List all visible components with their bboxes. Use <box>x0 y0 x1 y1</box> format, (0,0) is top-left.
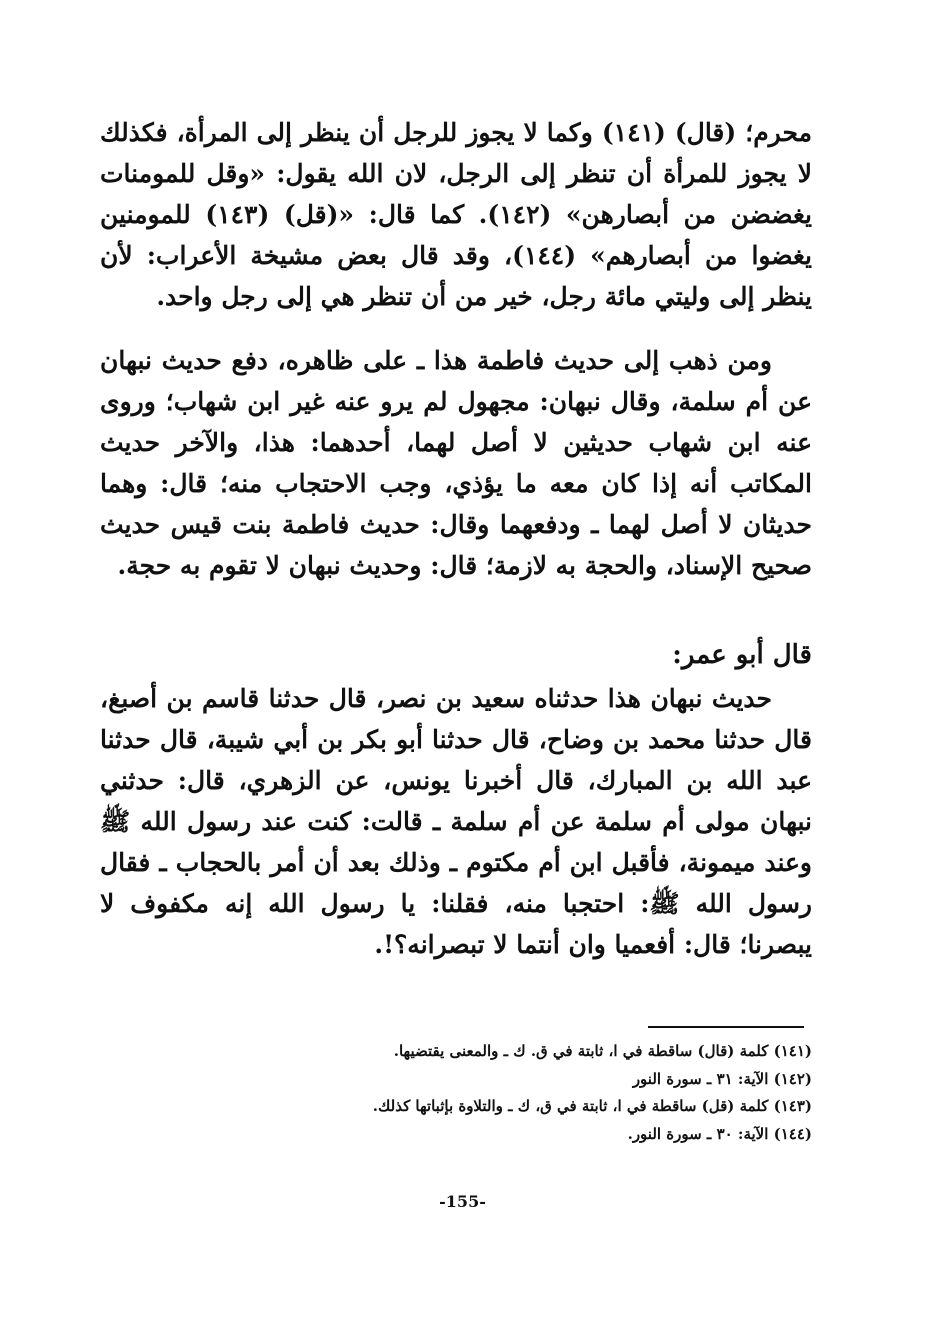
paragraph-3: حديث نبهان هذا حدثناه سعيد بن نصر، قال حدثنا قاسم بن أصبغ، قال حدثنا محمد بن وضاح، قال حدثنا أبو بكر بن أبي شيبة، قال حدثنا عبد الله بن المبارك، قال أخبرنا يونس، عن الزهري، قال: حدثني نبهان مولى أم سلمة عن أم سلمة ـ قالت: كنت عند رسول الله ﷺ وعند ميمونة، فأقبل ابن أم مكتوم ـ وذلك بعد أن أمر بالحجاب ـ فقال رسول الله ﷺ: احتجبا منه، فقلنا: يا رسول الله إنه مكفوف لا يبصرنا؛ قال: أفعميا وان أنتما لا تبصرانه؟!. <box>100 684 812 959</box>
footnote-separator <box>648 1026 804 1028</box>
page-number: -155- <box>439 1192 486 1211</box>
footnote-142: (١٤٢) الآية: ٣١ ـ سورة النور <box>632 1069 812 1088</box>
footnotes <box>200 1038 812 1148</box>
footnote-141: (١٤١) كلمة (قال) ساقطة في ا، ثابتة في ق. ك ـ والمعنى يقتضيها. <box>393 1042 812 1060</box>
section-heading: قال أبو عمر: <box>672 640 812 670</box>
paragraph-2: ومن ذهب إلى حديث فاطمة هذا ـ على ظاهره، دفع حديث نبهان عن أم سلمة، وقال نبهان: مجهول لم يرو عنه غير ابن شهاب؛ وروى عنه ابن شهاب حديثين لا أصل لهما، أحدهما: هذا، والآخر حديث المكاتب أنه إذا كان معه ما يؤذي، وجب الاحتجاب منه؛ قال: وهما حديثان لا أصل لهما ـ ودفعهما وقال: حديث فاطمة بنت قيس حديث صحيح الإسناد، والحجة به لازمة؛ قال: وحديث نبهان لا تقوم به حجة. <box>100 346 812 580</box>
paragraph-1: محرم؛ (قال) (١٤١) وكما لا يجوز للرجل أن ينظر إلى المرأة، فكذلك لا يجوز للمرأة أن تنظر إلى الرجل، لان الله يقول: «وقل للمومنات يغضضن من أبصارهن» (١٤٢). كما قال: «(قل) (١٤٣) للمومنين يغضوا من أبصارهم» (١٤٤)، وقد قال بعض مشيخة الأعراب: لأن ينظر إلى وليتي مائة رجل، خير من أن تنظر هي إلى رجل واحد. <box>100 118 813 311</box>
footnote-144: (١٤٤) الآية: ٣٠ ـ سورة النور. <box>627 1124 812 1143</box>
footnote-143: (١٤٣) كلمة (قل) ساقطة في ا، ثابتة في ق، ك ـ والتلاوة بإثباتها كذلك. <box>372 1097 812 1115</box>
